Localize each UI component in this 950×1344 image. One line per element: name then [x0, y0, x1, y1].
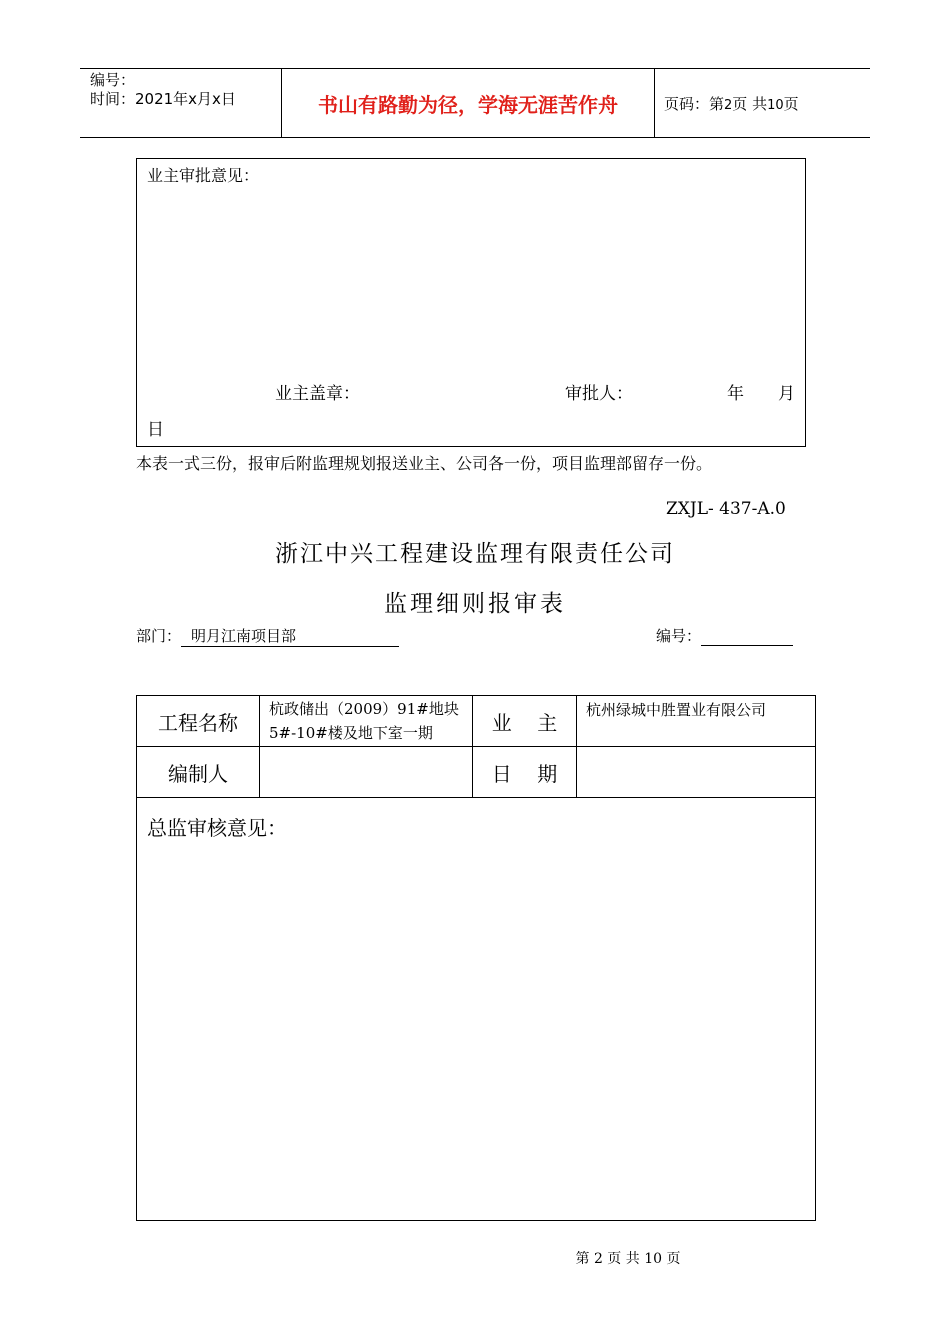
owner-seal-label: 业主盖章： [275, 384, 360, 404]
department-value: 明月江南项目部 [181, 625, 399, 647]
department-field [136, 625, 399, 647]
page-footer: 第 2 页 共 10 页 [575, 1251, 681, 1267]
project-name-label: 工程名称 [158, 710, 238, 735]
serial-label: 编号： [90, 71, 136, 89]
chief-opinion-label: 总监审核意见： [147, 816, 287, 840]
owner-value: 杭州绿城中胜置业有限公司 [586, 701, 767, 719]
day-label: 日 [147, 420, 164, 440]
page-current: 2 [724, 98, 733, 113]
approver-label: 审批人： [565, 384, 633, 404]
row-divider [137, 797, 815, 798]
page-total: 10 [767, 98, 784, 113]
project-name-value: 杭政储出（2009）91#地块5#-10#楼及地下室一期 [269, 700, 459, 742]
number-blank [701, 628, 793, 646]
time-label: 时间：2021年x月x日 [90, 90, 236, 108]
compiler-label: 编制人 [168, 761, 228, 786]
number-label: 编号： [656, 627, 702, 645]
year-label: 年 [727, 384, 744, 404]
review-form-table [136, 695, 816, 1221]
date-label: 日 期 [491, 761, 558, 786]
form-code: ZXJL- 437-A.0 [666, 499, 786, 519]
month-label: 月 [778, 384, 795, 404]
page-indicator: 页码：第2页 共10页 [664, 95, 799, 113]
date-value [577, 747, 815, 797]
number-field [656, 625, 793, 646]
motto: 书山有路勤为径，学海无涯苦作舟 [281, 69, 655, 137]
owner-approval-box [136, 158, 806, 447]
header-meta [90, 71, 280, 109]
company-title: 浙江中兴工程建设监理有限责任公司 [275, 541, 675, 567]
compiler-value [260, 747, 472, 797]
owner-label: 业 主 [491, 710, 558, 735]
owner-approval-label: 业主审批意见： [147, 166, 260, 185]
department-label: 部门： [136, 627, 182, 645]
distribution-note: 本表一式三份，报审后附监理规划报送业主、公司各一份，项目监理部留存一份。 [136, 454, 713, 473]
form-title: 监理细则报审表 [384, 591, 566, 617]
page-header [80, 68, 870, 138]
